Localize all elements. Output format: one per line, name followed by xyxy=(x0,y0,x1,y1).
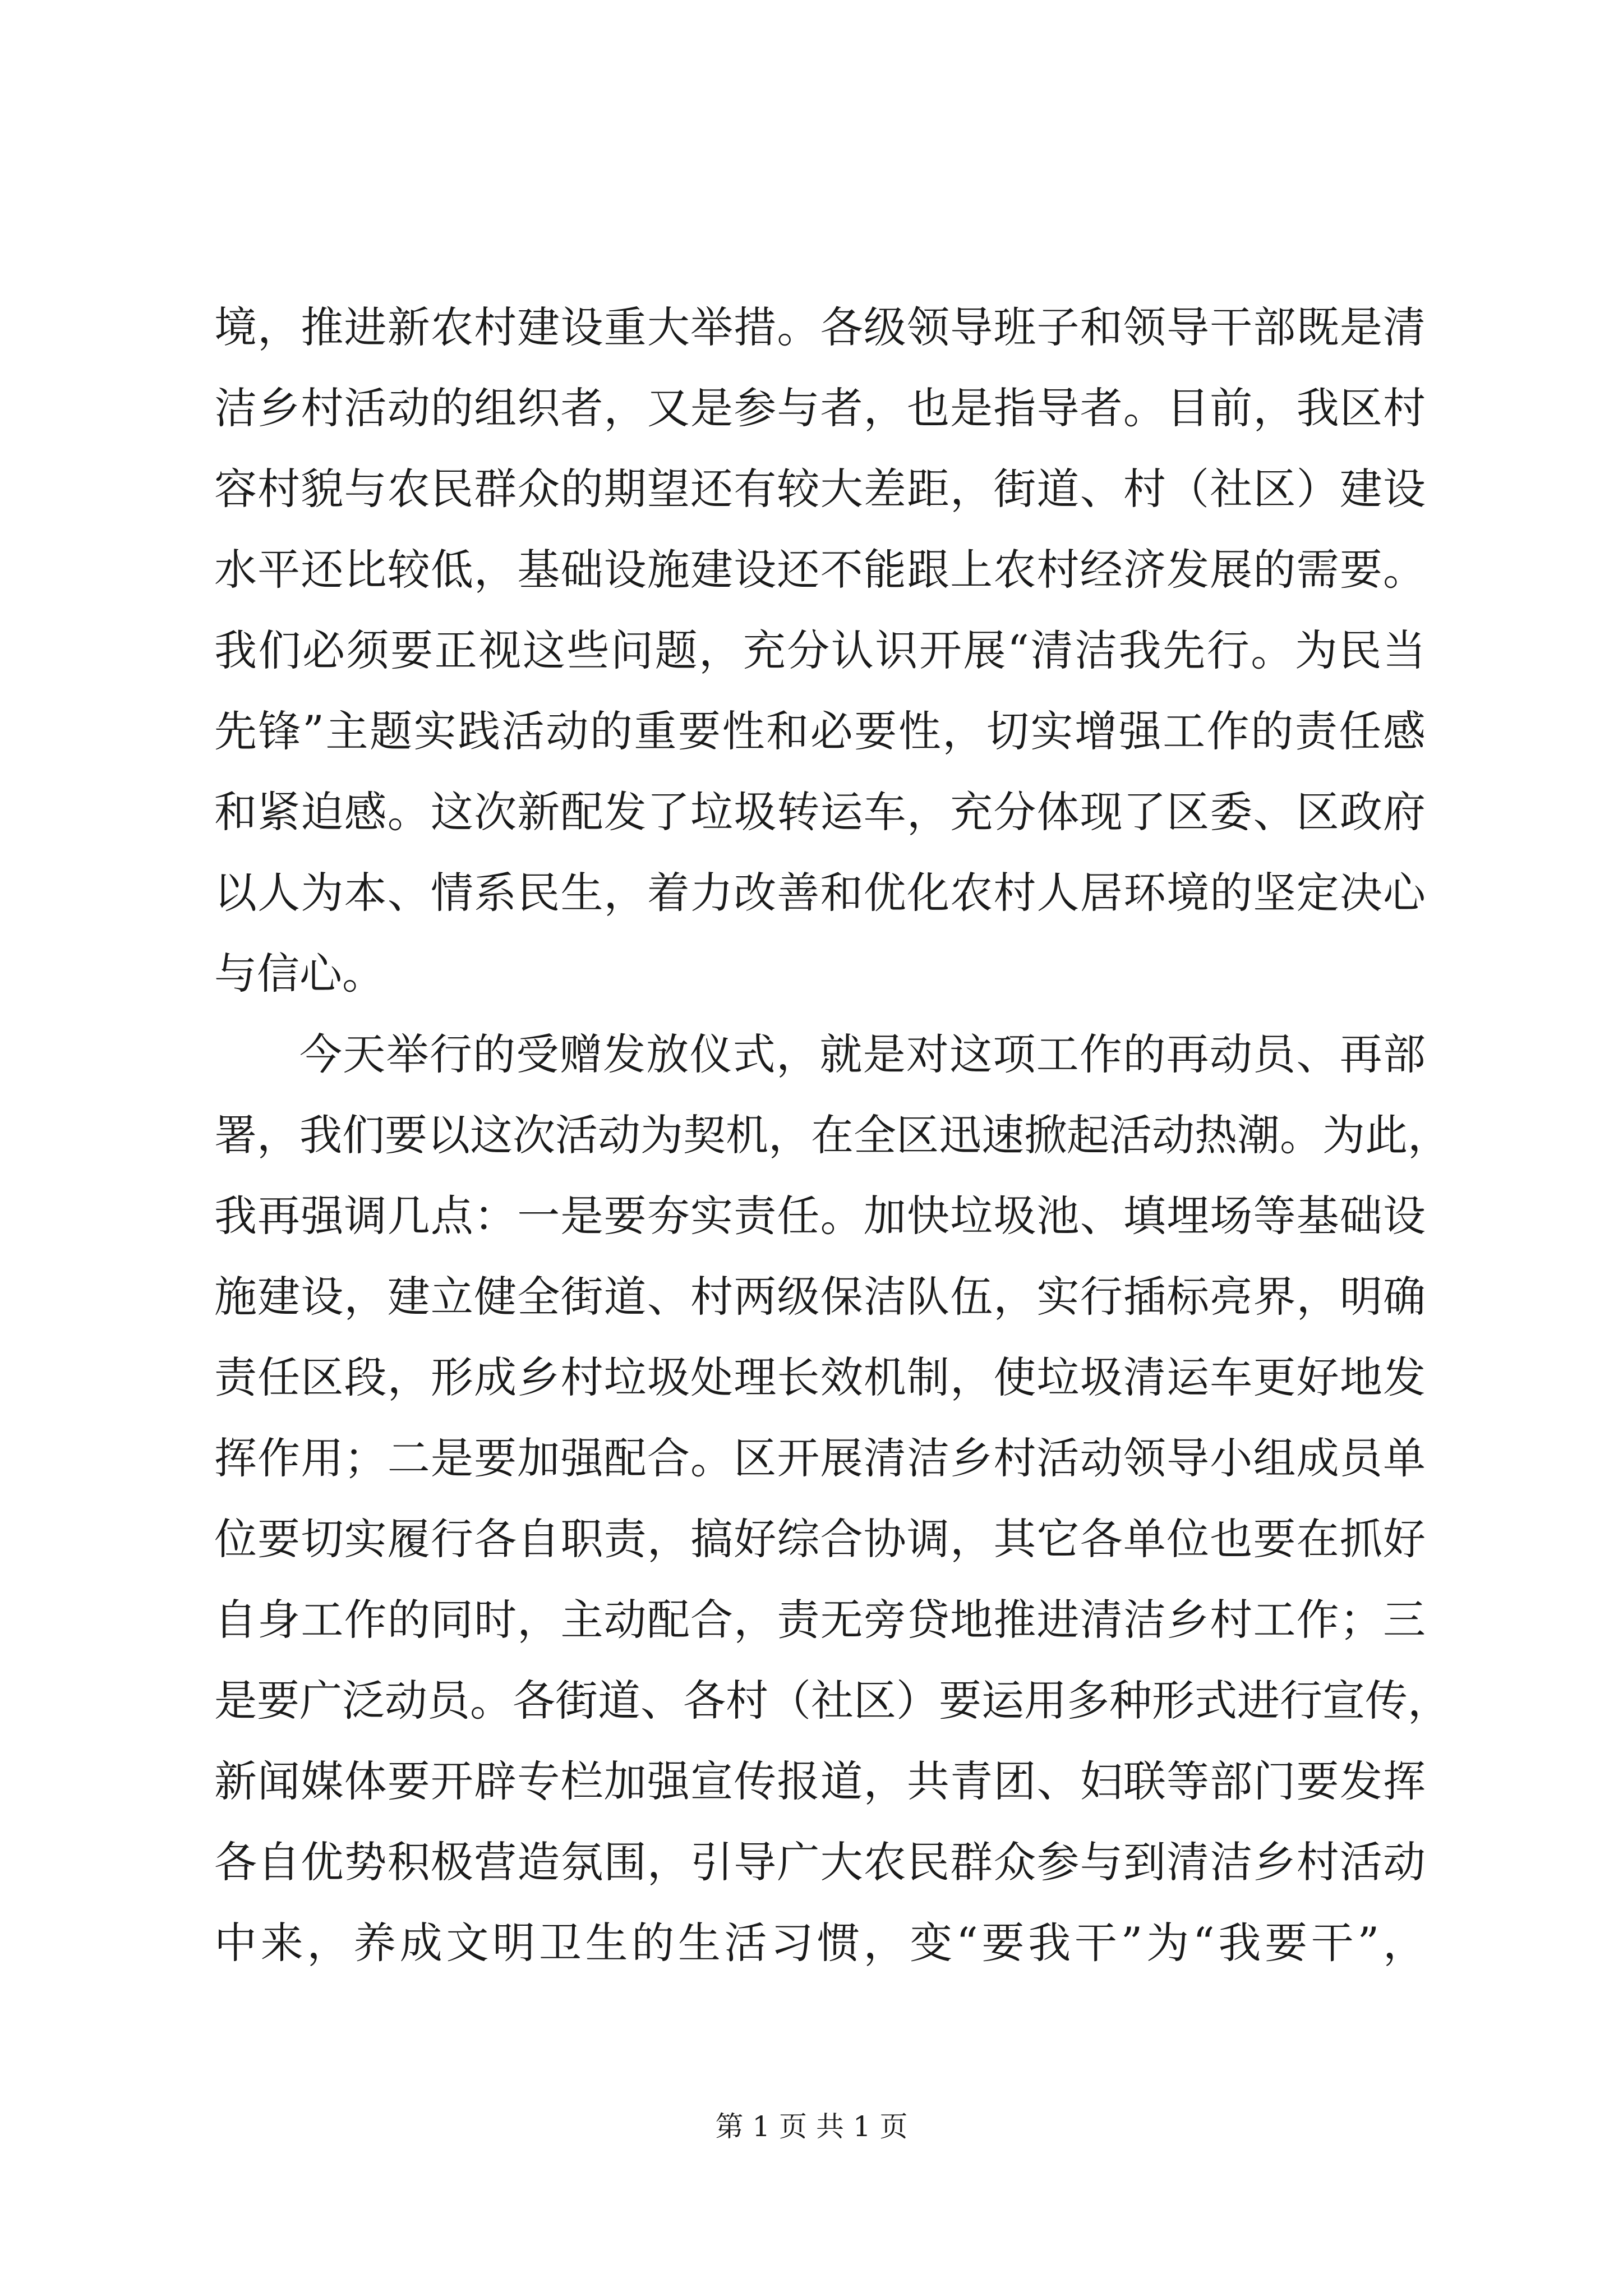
text-line: 中来，养成文明卫生的生活习惯，变“要我干”为“我要干”， xyxy=(214,1918,1426,1968)
text-line: 先锋”主题实践活动的重要性和必要性，切实增强工作的责任感 xyxy=(214,706,1426,756)
text-line: 与信心。 xyxy=(214,949,385,999)
text-line: 署，我们要以这次活动为契机，在全区迅速掀起活动热潮。为此， xyxy=(214,1110,1450,1160)
text-line: 水平还比较低，基础设施建设还不能跟上农村经济发展的需要。 xyxy=(214,545,1426,595)
text-line: 是要广泛动员。各街道、各村（社区）要运用多种形式进行宣传， xyxy=(214,1676,1450,1726)
text-line: 境，推进新农村建设重大举措。各级领导班子和领导干部既是清 xyxy=(214,302,1426,352)
text-line: 今天举行的受赠发放仪式，就是对这项工作的再动员、再部 xyxy=(299,1029,1426,1079)
page-number-label: 第 1 页 共 1 页 xyxy=(715,2110,908,2143)
text-line: 洁乡村活动的组织者，又是参与者，也是指导者。目前，我区村 xyxy=(214,383,1426,433)
text-line: 我再强调几点：一是要夯实责任。加快垃圾池、填埋场等基础设 xyxy=(214,1191,1426,1241)
document-body xyxy=(214,287,1450,1984)
text-line: 挥作用；二是要加强配合。区开展清洁乡村活动领导小组成员单 xyxy=(214,1433,1426,1483)
page-footer xyxy=(0,2107,1623,2146)
text-line: 位要切实履行各自职责，搞好综合协调，其它各单位也要在抓好 xyxy=(214,1514,1426,1564)
text-line: 以人为本、情系民生，着力改善和优化农村人居环境的坚定决心 xyxy=(214,868,1426,918)
text-line: 和紧迫感。这次新配发了垃圾转运车，充分体现了区委、区政府 xyxy=(214,787,1426,837)
text-line: 新闻媒体要开辟专栏加强宣传报道，共青团、妇联等部门要发挥 xyxy=(214,1756,1426,1806)
text-line: 责任区段，形成乡村垃圾处理长效机制，使垃圾清运车更好地发 xyxy=(214,1352,1426,1402)
paragraph-1 xyxy=(214,287,1426,1014)
text-line: 各自优势积极营造氛围，引导广大农民群众参与到清洁乡村活动 xyxy=(214,1837,1426,1887)
text-line: 自身工作的同时，主动配合，责无旁贷地推进清洁乡村工作；三 xyxy=(214,1595,1426,1645)
paragraph-2 xyxy=(214,1014,1450,1984)
text-line: 施建设，建立健全街道、村两级保洁队伍，实行插标亮界，明确 xyxy=(214,1272,1426,1322)
text-line: 我们必须要正视这些问题，充分认识开展“清洁我先行。为民当 xyxy=(214,625,1426,675)
text-line: 容村貌与农民群众的期望还有较大差距，街道、村（社区）建设 xyxy=(214,464,1426,514)
